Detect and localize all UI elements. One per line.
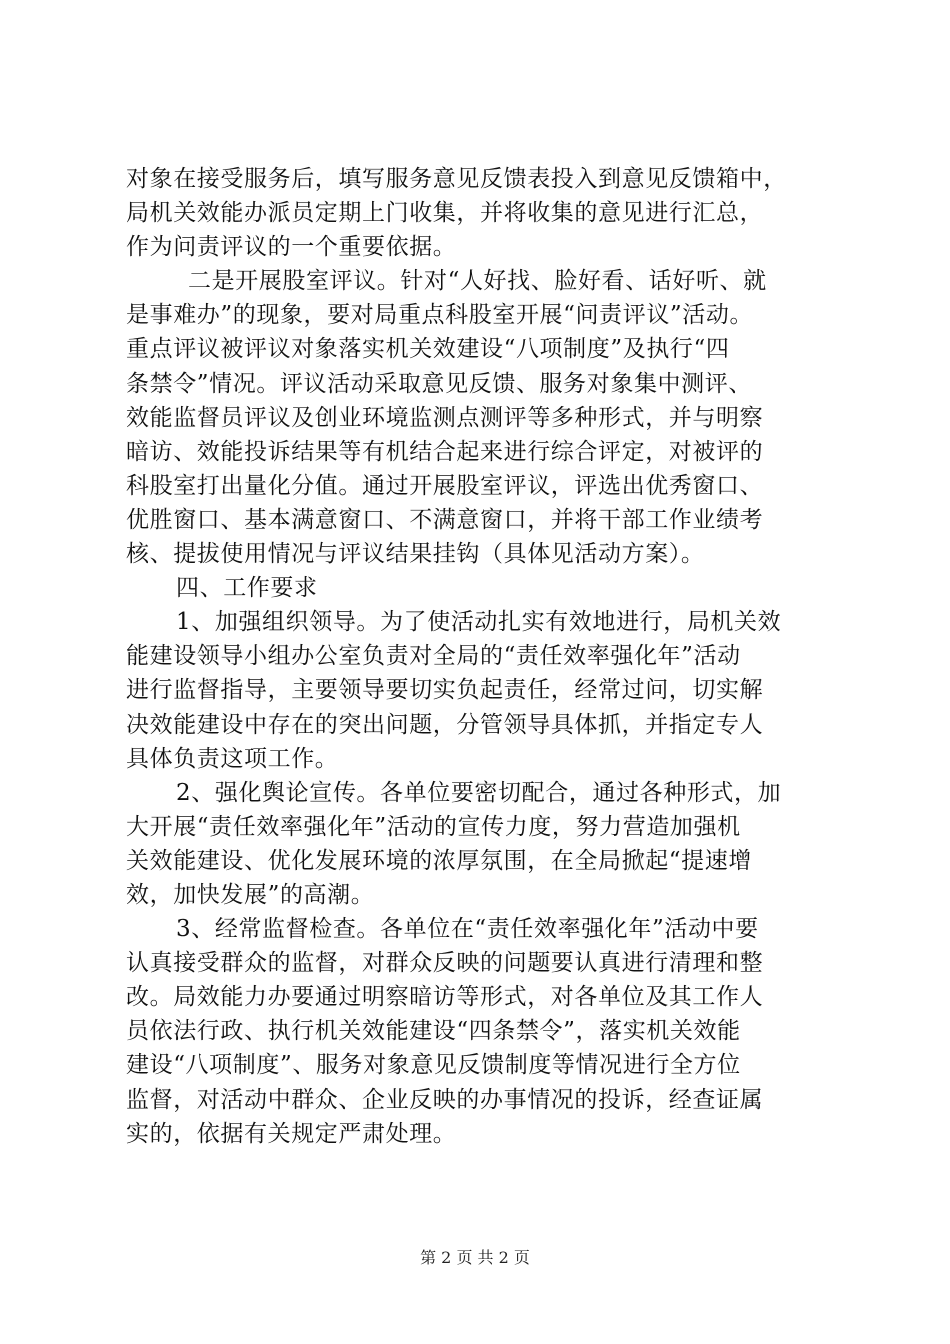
body-line: 认真接受群众的监督，对群众反映的问题要认真进行清理和整: [126, 950, 764, 977]
paragraph-start-line: 3、经常监督检查。各单位在“责任效率强化年”活动中要: [176, 916, 759, 943]
body-line: 监督，对活动中群众、企业反映的办事情况的投诉，经查证属: [126, 1086, 764, 1113]
body-line: 决效能建设中存在的突出问题，分管领导具体抓，并指定专人: [126, 711, 764, 738]
body-line: 实的，依据有关规定严肃处理。: [126, 1120, 457, 1147]
body-line: 重点评议被评议对象落实机关效建设“八项制度”及执行“四: [126, 336, 730, 363]
body-line: 核、提拔使用情况与评议结果挂钩（具体见活动方案）。: [126, 541, 705, 568]
paragraph-start-line: 二是开展股室评议。针对“人好找、脸好看、话好听、就: [188, 268, 767, 295]
page-number-footer: 第 2 页 共 2 页: [420, 1248, 530, 1267]
body-line: 关效能建设、优化发展环境的浓厚氛围，在全局掀起“提速增: [126, 847, 752, 874]
body-line: 作为问责评议的一个重要依据。: [126, 234, 457, 261]
body-line: 员依法行政、执行机关效能建设“四条禁令”，落实机关效能: [126, 1018, 741, 1045]
body-line: 对象在接受服务后，填写服务意见反馈表投入到意见反馈箱中，: [126, 166, 787, 192]
body-line: 建设“八项制度”、服务对象意见反馈制度等情况进行全方位: [126, 1052, 741, 1079]
body-line: 局机关效能办派员定期上门收集，并将收集的意见进行汇总，: [126, 200, 764, 227]
body-line: 是事难办”的现象，要对局重点科股室开展“问责评议”活动。: [126, 302, 754, 329]
body-line: 具体负责这项工作。: [126, 745, 339, 772]
body-line: 进行监督指导，主要领导要切实负起责任，经常过问，切实解: [126, 677, 764, 704]
document-body: [126, 162, 836, 1151]
paragraph-start-line: 2、强化舆论宣传。各单位要密切配合，通过各种形式，加: [176, 779, 782, 806]
body-line: 大开展“责任效率强化年”活动的宣传力度，努力营造加强机: [126, 813, 741, 840]
body-line: 能建设领导小组办公室负责对全局的“责任效率强化年”活动: [126, 643, 741, 670]
body-line: 暗访、效能投诉结果等有机结合起来进行综合评定，对被评的: [126, 438, 764, 465]
body-line: 效，加快发展”的高潮。: [126, 881, 375, 908]
body-line: 科股室打出量化分值。通过开展股室评议，评选出优秀窗口、: [126, 472, 764, 499]
body-line: 改。局效能力办要通过明察暗访等形式，对各单位及其工作人: [126, 984, 764, 1011]
body-line: 效能监督员评议及创业环境监测点测评等多种形式，并与明察: [126, 404, 764, 431]
section-heading: 四、工作要求: [176, 575, 318, 602]
body-line: 优胜窗口、基本满意窗口、不满意窗口，并将干部工作业绩考: [126, 506, 764, 533]
body-line: 条禁令”情况。评议活动采取意见反馈、服务对象集中测评、: [126, 370, 752, 397]
paragraph-start-line: 1、加强组织领导。为了使活动扎实有效地进行，局机关效: [176, 609, 782, 636]
